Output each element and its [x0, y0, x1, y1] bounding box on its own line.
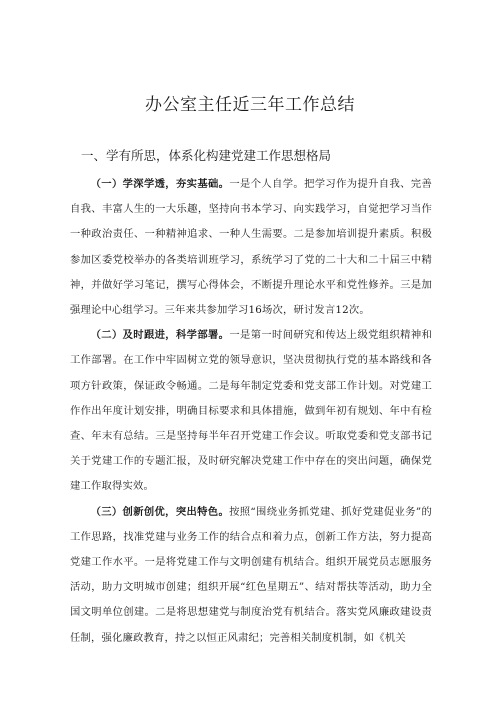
paragraph-3-text: 按照“围绕业务抓党建、抓好党建促业务”的工作思路，找准党建与业务工作的结合点和着力点，创新工作方法，努力提高党建工作水平。一是将党建工作与文明创建有机结合。组织开展党员志愿服务活动，助力文明城市创建；组织开展“红色星期五”、结对帮扶等活动，助力全国文明单位创建。二是将思想建党与制度治党有机结合。落实党风廉政建设责任制，强化廉政教育，持之以恒正风肃纪；完善相关制度机制，如《机关 [70, 505, 432, 644]
document-body [70, 172, 432, 651]
paragraph-2 [70, 323, 432, 499]
paragraph-2-lead: （二）及时跟进，科学部署。 [90, 329, 230, 342]
section-heading-1: 一、学有所思，体系化构建党建工作思想格局 [81, 148, 332, 163]
paragraph-1-lead: （一）学深学透，夯实基础。 [90, 178, 230, 190]
document-title: 办公室主任近三年工作总结 [145, 95, 355, 115]
paragraph-2-text: 一是第一时间研究和传达上级党组织精神和工作部署。在工作中牢固树立党的领导意识，坚决贯彻执行党的基本路线和各项方针政策，保证政令畅通。二是每年制定党委和党支部工作计划。对党建工作作出年度计划安排，明确目标要求和具体措施，做到年初有规划、年中有检查、年末有总结。三是坚持每半年召开党建工作会议。听取党委和党支部书记关于党建工作的专题汇报，及时研究解决党建工作中存在的突出问题，确保党建工作取得实效。 [70, 329, 432, 493]
paragraph-1 [70, 172, 432, 323]
paragraph-3-lead: （三）创新创优，突出特色。 [90, 505, 230, 518]
paragraph-1-text: 一是个人自学。把学习作为提升自我、完善自我、丰富人生的一大乐趣，坚持向书本学习、向实践学习，自觉把学习当作一种政治责任、一种精神追求、一种人生需要。二是参加培训提升素质。积极参加区委党校举办的各类培训班学习，系统学习了党的二十大和二十届三中精神，并做好学习笔记，撰写心得体会，不断提升理论水平和党性修养。三是加强理论中心组学习。三年来共参加学习16场次，研讨发言12次。 [70, 178, 432, 317]
paragraph-3 [70, 500, 432, 651]
